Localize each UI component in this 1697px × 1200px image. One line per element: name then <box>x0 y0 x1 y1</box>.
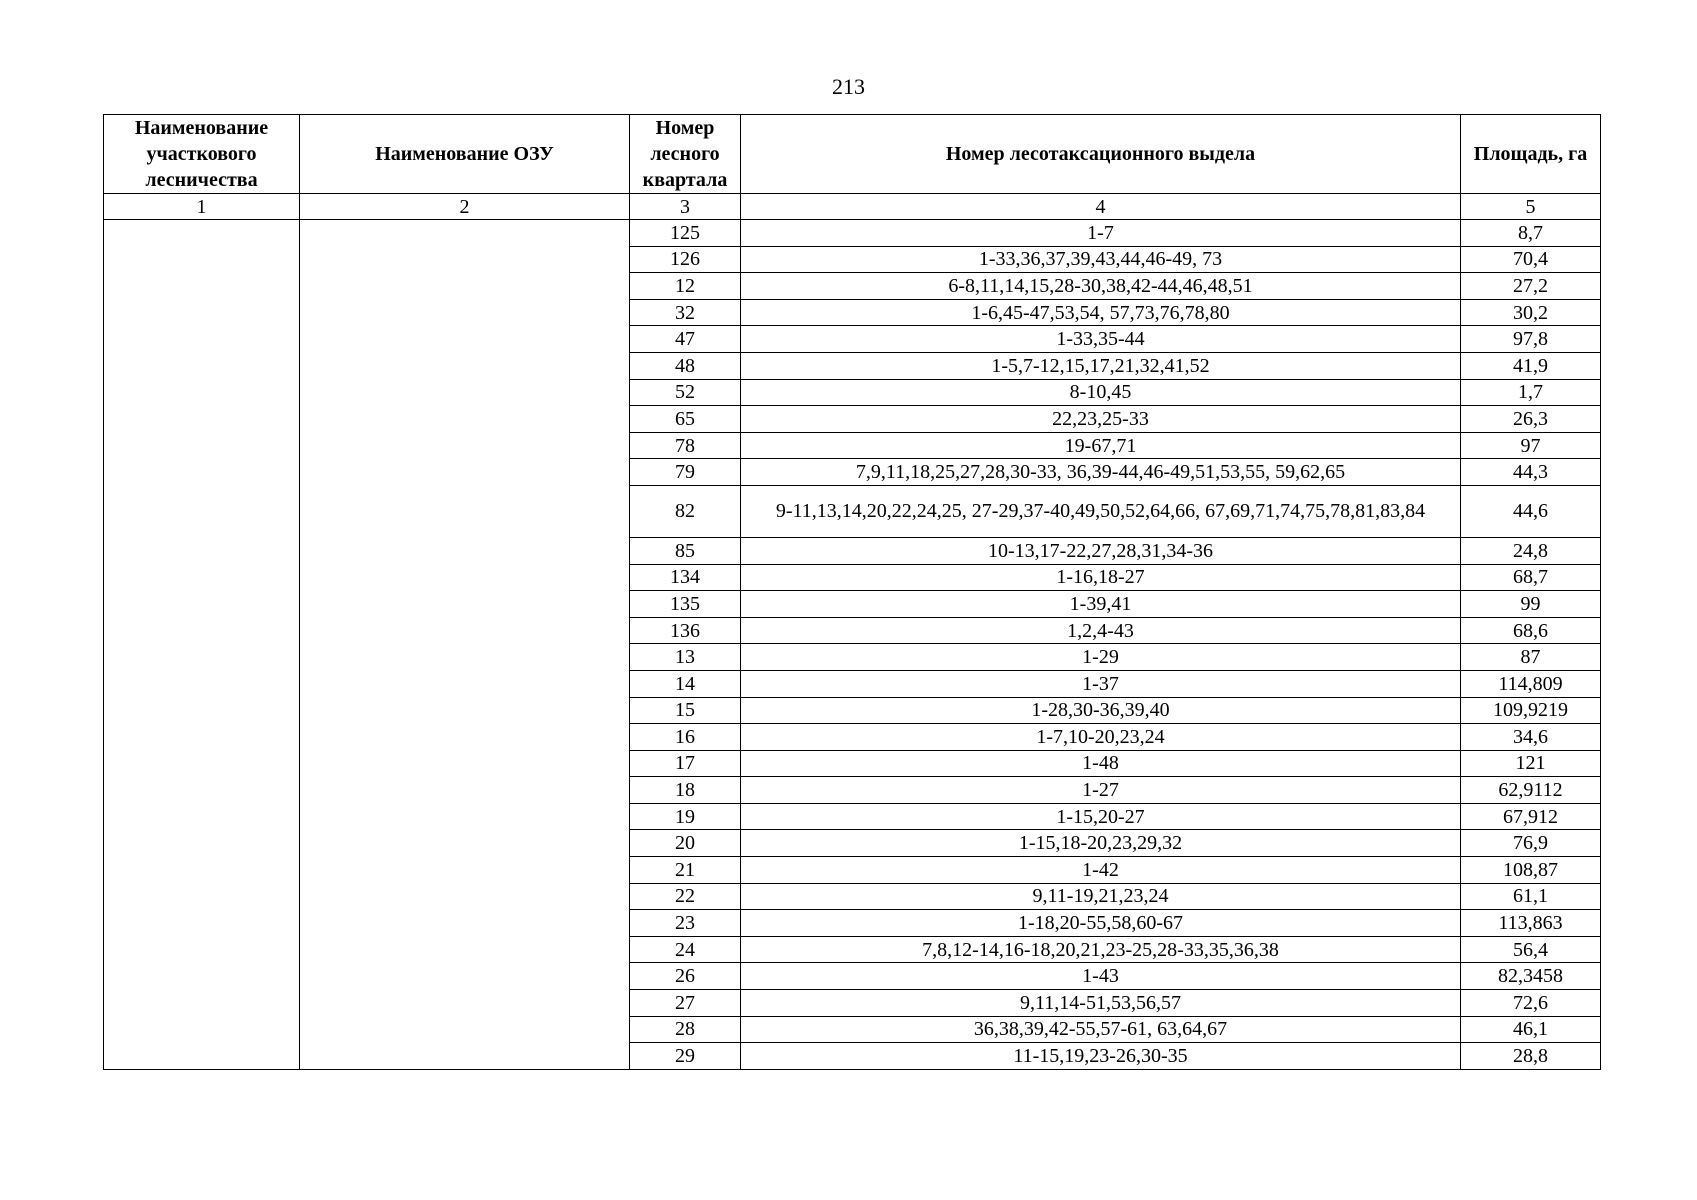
header-row <box>104 115 1601 194</box>
vydel-cell: 1-7 <box>741 220 1461 247</box>
kvartal-cell: 79 <box>630 459 741 486</box>
kvartal-cell: 136 <box>630 617 741 644</box>
header-kvartal: Номер лесного квартала <box>630 115 741 194</box>
area-cell: 56,4 <box>1461 936 1601 963</box>
column-number: 5 <box>1461 194 1601 220</box>
kvartal-cell: 82 <box>630 485 741 537</box>
vydel-cell: 1-16,18-27 <box>741 564 1461 591</box>
area-cell: 87 <box>1461 644 1601 671</box>
kvartal-cell: 12 <box>630 273 741 300</box>
vydel-cell: 1-18,20-55,58,60-67 <box>741 910 1461 937</box>
area-cell: 97 <box>1461 432 1601 459</box>
vydel-cell: 10-13,17-22,27,28,31,34-36 <box>741 537 1461 564</box>
vydel-cell: 9-11,13,14,20,22,24,25, 27-29,37-40,49,50,52,64,66, 67,69,71,74,75,78,81,83,84 <box>741 485 1461 537</box>
vydel-cell: 1-33,36,37,39,43,44,46-49, 73 <box>741 246 1461 273</box>
kvartal-cell: 27 <box>630 990 741 1017</box>
vydel-cell: 6-8,11,14,15,28-30,38,42-44,46,48,51 <box>741 273 1461 300</box>
kvartal-cell: 18 <box>630 777 741 804</box>
area-cell: 62,9112 <box>1461 777 1601 804</box>
vydel-cell: 11-15,19,23-26,30-35 <box>741 1043 1461 1070</box>
kvartal-cell: 23 <box>630 910 741 937</box>
area-cell: 28,8 <box>1461 1043 1601 1070</box>
vydel-cell: 22,23,25-33 <box>741 406 1461 433</box>
area-cell: 44,3 <box>1461 459 1601 486</box>
vydel-cell: 1-39,41 <box>741 591 1461 618</box>
vydel-cell: 1-37 <box>741 670 1461 697</box>
kvartal-cell: 19 <box>630 803 741 830</box>
area-cell: 1,7 <box>1461 379 1601 406</box>
column-number-row <box>104 194 1601 220</box>
table-body <box>104 220 1601 1070</box>
kvartal-cell: 48 <box>630 352 741 379</box>
vydel-cell: 1-5,7-12,15,17,21,32,41,52 <box>741 352 1461 379</box>
kvartal-cell: 65 <box>630 406 741 433</box>
forest-quarters-table <box>103 114 1601 1070</box>
area-cell: 8,7 <box>1461 220 1601 247</box>
kvartal-cell: 24 <box>630 936 741 963</box>
area-cell: 27,2 <box>1461 273 1601 300</box>
area-cell: 67,912 <box>1461 803 1601 830</box>
kvartal-cell: 21 <box>630 857 741 884</box>
area-cell: 82,3458 <box>1461 963 1601 990</box>
area-cell: 30,2 <box>1461 299 1601 326</box>
vydel-cell: 1-27 <box>741 777 1461 804</box>
area-cell: 68,6 <box>1461 617 1601 644</box>
vydel-cell: 1-28,30-36,39,40 <box>741 697 1461 724</box>
table-row <box>104 220 1601 247</box>
vydel-cell: 1,2,4-43 <box>741 617 1461 644</box>
column-number: 3 <box>630 194 741 220</box>
vydel-cell: 36,38,39,42-55,57-61, 63,64,67 <box>741 1016 1461 1043</box>
kvartal-cell: 17 <box>630 750 741 777</box>
vydel-cell: 7,9,11,18,25,27,28,30-33, 36,39-44,46-49,51,53,55, 59,62,65 <box>741 459 1461 486</box>
vydel-cell: 7,8,12-14,16-18,20,21,23-25,28-33,35,36,38 <box>741 936 1461 963</box>
kvartal-cell: 14 <box>630 670 741 697</box>
header-lesnichestvo: Наименование участкового лесничества <box>104 115 300 194</box>
kvartal-cell: 15 <box>630 697 741 724</box>
area-cell: 114,809 <box>1461 670 1601 697</box>
kvartal-cell: 85 <box>630 537 741 564</box>
vydel-cell: 9,11-19,21,23,24 <box>741 883 1461 910</box>
kvartal-cell: 26 <box>630 963 741 990</box>
column-number: 2 <box>300 194 630 220</box>
kvartal-cell: 125 <box>630 220 741 247</box>
vydel-cell: 1-29 <box>741 644 1461 671</box>
kvartal-cell: 78 <box>630 432 741 459</box>
area-cell: 70,4 <box>1461 246 1601 273</box>
column-number: 1 <box>104 194 300 220</box>
vydel-cell: 1-43 <box>741 963 1461 990</box>
vydel-cell: 1-15,20-27 <box>741 803 1461 830</box>
area-cell: 61,1 <box>1461 883 1601 910</box>
area-cell: 121 <box>1461 750 1601 777</box>
vydel-cell: 19-67,71 <box>741 432 1461 459</box>
kvartal-cell: 52 <box>630 379 741 406</box>
vydel-cell: 8-10,45 <box>741 379 1461 406</box>
ozu-cell <box>300 220 630 1070</box>
area-cell: 108,87 <box>1461 857 1601 884</box>
header-vydel: Номер лесотаксационного выдела <box>741 115 1461 194</box>
area-cell: 99 <box>1461 591 1601 618</box>
area-cell: 72,6 <box>1461 990 1601 1017</box>
kvartal-cell: 22 <box>630 883 741 910</box>
vydel-cell: 1-6,45-47,53,54, 57,73,76,78,80 <box>741 299 1461 326</box>
kvartal-cell: 126 <box>630 246 741 273</box>
area-cell: 76,9 <box>1461 830 1601 857</box>
kvartal-cell: 135 <box>630 591 741 618</box>
column-number: 4 <box>741 194 1461 220</box>
vydel-cell: 1-15,18-20,23,29,32 <box>741 830 1461 857</box>
vydel-cell: 1-48 <box>741 750 1461 777</box>
vydel-cell: 1-33,35-44 <box>741 326 1461 353</box>
vydel-cell: 9,11,14-51,53,56,57 <box>741 990 1461 1017</box>
area-cell: 97,8 <box>1461 326 1601 353</box>
area-cell: 44,6 <box>1461 485 1601 537</box>
page-number: 213 <box>832 74 865 99</box>
area-cell: 26,3 <box>1461 406 1601 433</box>
area-cell: 24,8 <box>1461 537 1601 564</box>
header-ozu: Наименование ОЗУ <box>300 115 630 194</box>
lesnichestvo-cell <box>104 220 300 1070</box>
kvartal-cell: 32 <box>630 299 741 326</box>
vydel-cell: 1-42 <box>741 857 1461 884</box>
area-cell: 68,7 <box>1461 564 1601 591</box>
area-cell: 41,9 <box>1461 352 1601 379</box>
header-area: Площадь, га <box>1461 115 1601 194</box>
kvartal-cell: 28 <box>630 1016 741 1043</box>
kvartal-cell: 13 <box>630 644 741 671</box>
area-cell: 34,6 <box>1461 724 1601 751</box>
area-cell: 46,1 <box>1461 1016 1601 1043</box>
kvartal-cell: 134 <box>630 564 741 591</box>
kvartal-cell: 16 <box>630 724 741 751</box>
vydel-cell: 1-7,10-20,23,24 <box>741 724 1461 751</box>
kvartal-cell: 29 <box>630 1043 741 1070</box>
area-cell: 113,863 <box>1461 910 1601 937</box>
kvartal-cell: 20 <box>630 830 741 857</box>
kvartal-cell: 47 <box>630 326 741 353</box>
area-cell: 109,9219 <box>1461 697 1601 724</box>
